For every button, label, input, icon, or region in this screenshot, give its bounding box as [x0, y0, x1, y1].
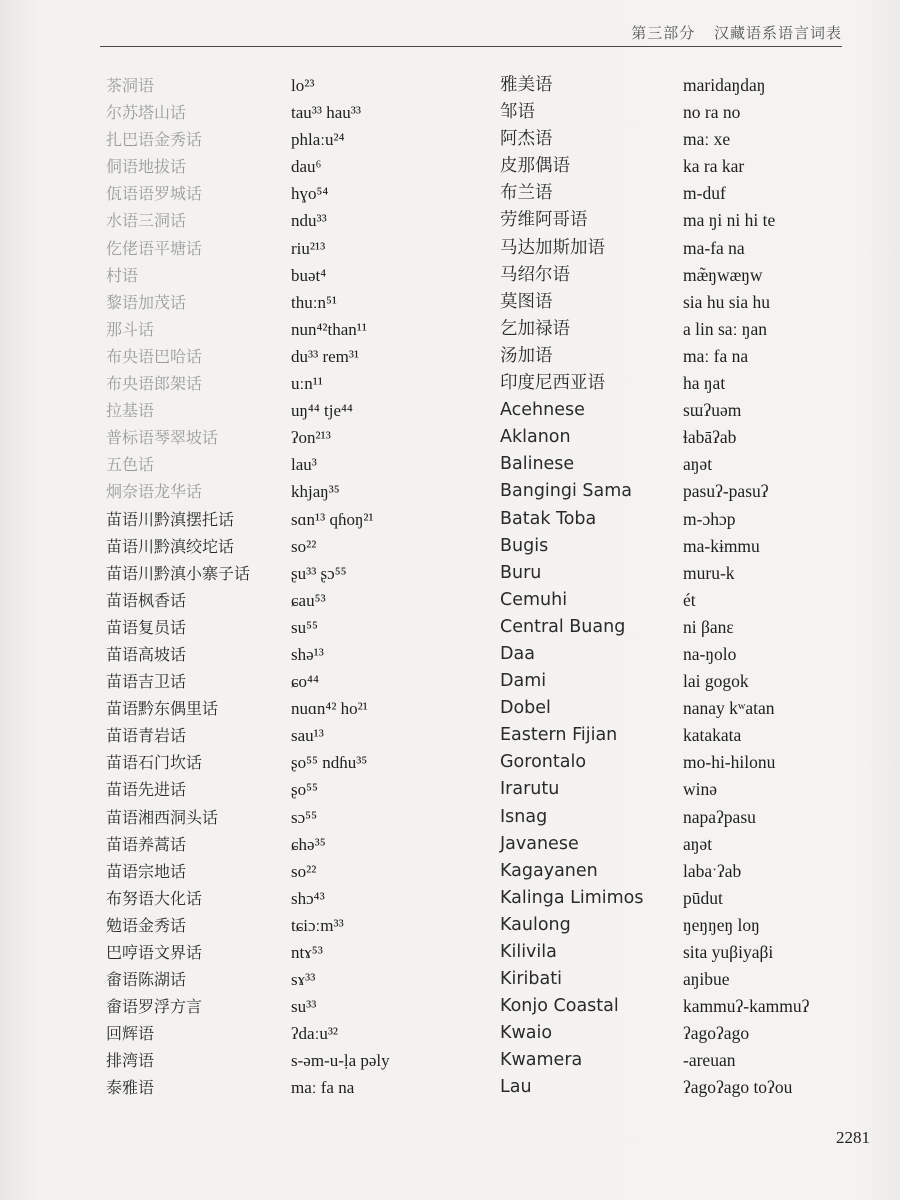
language-name: Kwaio — [500, 1023, 553, 1044]
word-form: sita yuβiyaβi — [683, 942, 774, 962]
language-name: Isnag — [500, 806, 548, 827]
word-form: uːn¹¹ — [291, 374, 323, 394]
language-name: 苗语枫香话 — [106, 590, 187, 610]
language-name: 苗语青岩话 — [106, 726, 187, 746]
word-form: su⁵⁵ — [291, 617, 318, 637]
word-form: ha ŋat — [683, 373, 726, 394]
language-name: 苗语黔东偶里话 — [106, 699, 219, 719]
word-form: winə — [683, 779, 718, 800]
word-form: pasuʔ-pasuʔ — [683, 481, 769, 502]
word-form: ʂu³³ ʂɔ⁵⁵ — [291, 563, 347, 583]
language-name: 勉语金秀话 — [106, 915, 187, 935]
word-form: ʔon²¹³ — [291, 428, 331, 448]
word-form: no ra no — [683, 102, 741, 123]
word-form: aŋət — [683, 833, 713, 854]
language-name: Balinese — [500, 454, 575, 475]
right-word-column — [683, 72, 883, 1102]
language-name: 马达加斯加语 — [500, 237, 605, 258]
language-name: 布央语郎架话 — [106, 374, 203, 394]
language-name: 拉基语 — [106, 401, 155, 421]
word-form: so²² — [291, 861, 317, 881]
language-name: Lau — [500, 1077, 532, 1098]
word-form: ni βanɛ — [683, 616, 734, 637]
language-name: Cemuhi — [500, 589, 568, 610]
word-form: nun⁴²than¹¹ — [291, 319, 367, 339]
word-form: ma-fa na — [683, 237, 745, 258]
word-form: maː xe — [683, 129, 731, 150]
left-word-column — [291, 72, 491, 1102]
word-form: tɕiɔːm³³ — [291, 915, 344, 935]
language-name: Daa — [500, 643, 535, 664]
word-form: ʂo⁵⁵ ndɦu³⁵ — [291, 753, 368, 773]
language-name: 炯奈语龙华话 — [106, 482, 203, 502]
word-form: ɕhə³⁵ — [291, 834, 326, 854]
language-name: 邹语 — [500, 102, 535, 123]
language-name: 泰雅语 — [106, 1078, 155, 1098]
word-form: maː fa na — [683, 345, 749, 366]
word-form: du³³ rem³¹ — [291, 346, 360, 366]
language-name: 仡佬语平塘话 — [106, 238, 203, 258]
language-name: 苗语石门坎话 — [106, 753, 203, 773]
language-name: 苗语先进话 — [106, 780, 187, 800]
language-name: Buru — [500, 562, 542, 583]
word-form: uŋ⁴⁴ tje⁴⁴ — [291, 401, 353, 421]
word-form: khjaŋ³⁵ — [291, 482, 340, 502]
language-name: 马绍尔语 — [500, 264, 570, 285]
word-form: ka ra kar — [683, 156, 745, 177]
language-name: 侗语地拔话 — [106, 157, 187, 177]
word-form: ʂo⁵⁵ — [291, 780, 318, 800]
word-form: ntɤ⁵³ — [291, 943, 323, 962]
word-form: buət⁴ — [291, 265, 327, 285]
language-name: 苗语养蒿话 — [106, 834, 187, 854]
section-title: 汉藏语系语言词表 — [713, 26, 842, 42]
language-name: 皮那偶语 — [500, 156, 570, 177]
language-name: 苗语川黔滇小寨子话 — [106, 563, 251, 583]
language-name: Bangingi Sama — [500, 481, 633, 502]
word-form: so²² — [291, 536, 317, 556]
word-form: m-duf — [683, 183, 726, 204]
language-name: 汤加语 — [500, 345, 553, 366]
right-language-column — [500, 72, 670, 1102]
language-name: 布兰语 — [500, 183, 553, 204]
word-form: ndu³³ — [291, 211, 327, 231]
language-name: 劳维阿哥语 — [500, 210, 588, 231]
word-form: ɬabāʔab — [683, 427, 737, 448]
word-form: a lin saː ŋan — [683, 318, 767, 339]
word-form: ʔagoʔago — [683, 1023, 750, 1044]
language-name: Bugis — [500, 535, 549, 556]
language-name: 普标语琴翠坡话 — [106, 428, 219, 448]
header-rule — [100, 46, 842, 47]
word-form: labaˑʔab — [683, 860, 742, 881]
word-form: ʔagoʔago toʔou — [683, 1077, 793, 1098]
language-name: Kilivila — [500, 942, 557, 962]
language-name: 苗语川黔滇摆托话 — [106, 509, 235, 529]
word-form: aŋibue — [683, 969, 730, 990]
language-name: 印度尼西亚语 — [500, 373, 605, 394]
language-name: Irarutu — [500, 779, 560, 800]
word-form: riu²¹³ — [291, 238, 326, 258]
language-name: Batak Toba — [500, 508, 597, 529]
language-name: 畲语陈湖话 — [106, 970, 187, 990]
word-form: ma-kɨmmu — [683, 535, 760, 556]
word-form: ʔdaːu³² — [291, 1024, 339, 1044]
language-name: 苗语宗地话 — [106, 861, 187, 881]
word-form: phlaːu²⁴ — [291, 130, 345, 150]
language-name: Kalinga Limimos — [500, 887, 644, 908]
language-name: Javanese — [500, 833, 579, 854]
part-label: 第三部分 — [631, 26, 696, 42]
language-name: Kwamera — [500, 1050, 583, 1071]
language-name: 水语三洞话 — [106, 211, 187, 231]
language-name: 五色话 — [106, 455, 155, 475]
language-name: 黎语加茂话 — [106, 292, 187, 312]
left-language-column — [106, 72, 286, 1102]
word-form: s-əm-u-ḷa pəly — [291, 1051, 390, 1071]
word-form: ŋeŋŋeŋ loŋ — [683, 914, 760, 935]
language-name: 布努语大化话 — [106, 888, 203, 908]
language-name: 畲语罗浮方言 — [106, 997, 203, 1017]
word-form: sɑn¹³ qɦoŋ²¹ — [291, 509, 374, 529]
word-form: aŋət — [683, 454, 713, 475]
word-form: m-ɔhɔp — [683, 508, 736, 529]
word-form: sɤ³³ — [291, 970, 316, 990]
language-name: 雅美语 — [500, 75, 553, 95]
language-name: Eastern Fijian — [500, 725, 618, 746]
word-form: sɔ⁵⁵ — [291, 807, 318, 827]
language-name: 佤语语罗城话 — [106, 184, 203, 204]
word-form: hɣo⁵⁴ — [291, 184, 329, 204]
language-name: Aklanon — [500, 427, 571, 448]
word-form: nuɑn⁴² ho²¹ — [291, 699, 368, 719]
word-form: -areuan — [683, 1050, 736, 1071]
language-name: Gorontalo — [500, 752, 587, 773]
language-name: 苗语川黔滇绞坨话 — [106, 536, 235, 556]
language-name: Central Buang — [500, 616, 626, 637]
word-form: maː fa na — [291, 1078, 355, 1098]
word-form: ɕau⁵³ — [291, 590, 326, 610]
word-form: sia hu sia hu — [683, 291, 771, 312]
word-form: lai gogok — [683, 671, 749, 692]
word-form: sau¹³ — [291, 726, 324, 746]
language-name: 巴哼语文界话 — [106, 943, 203, 962]
word-form: na-ŋolo — [683, 643, 737, 664]
word-form: ét — [683, 589, 696, 610]
language-name: 乞加禄语 — [500, 318, 570, 339]
word-form: napaʔpasu — [683, 806, 756, 827]
language-name: Dobel — [500, 698, 551, 719]
word-form: pūdut — [683, 887, 723, 908]
word-form: muru-k — [683, 562, 735, 583]
language-name: 排湾语 — [106, 1051, 155, 1071]
language-name: 回辉语 — [106, 1024, 155, 1044]
word-form: mæ̃ŋwæŋw — [683, 264, 763, 285]
word-form: tau³³ hau³³ — [291, 103, 361, 123]
running-head — [617, 22, 842, 43]
word-form: lo²³ — [291, 76, 315, 95]
language-name: 茶洞语 — [106, 76, 155, 95]
language-name: 苗语湘西洞头话 — [106, 807, 219, 827]
language-name: Kagayanen — [500, 860, 598, 881]
language-name: 扎巴语金秀话 — [106, 130, 203, 150]
language-name: 阿杰语 — [500, 129, 553, 150]
word-form: ma ŋi ni hi te — [683, 210, 776, 231]
word-form: katakata — [683, 725, 742, 746]
word-form: su³³ — [291, 997, 317, 1017]
language-name: 尔苏塔山话 — [106, 103, 187, 123]
word-form: maridaŋdaŋ — [683, 75, 766, 95]
word-form: shə¹³ — [291, 644, 324, 664]
page-number: 2281 — [836, 1128, 870, 1147]
word-form: sɯʔuəm — [683, 400, 742, 421]
language-name: 苗语复员话 — [106, 617, 187, 637]
language-name: Kiribati — [500, 969, 562, 990]
word-form: lau³ — [291, 455, 317, 475]
word-form: ɕo⁴⁴ — [291, 672, 319, 692]
language-name: Acehnese — [500, 400, 585, 421]
language-name: Dami — [500, 671, 547, 692]
word-form: thuːn⁵¹ — [291, 292, 337, 312]
language-name: 村语 — [106, 265, 139, 285]
language-name: Kaulong — [500, 914, 571, 935]
word-form: mo-hi-hilonu — [683, 752, 776, 773]
word-form: shɔ⁴³ — [291, 888, 325, 908]
language-name: 莫图语 — [500, 291, 553, 312]
word-form: nanay kʷatan — [683, 698, 775, 719]
language-name: 苗语吉卫话 — [106, 672, 187, 692]
language-name: 苗语高坡话 — [106, 644, 187, 664]
word-form: dau⁶ — [291, 157, 322, 177]
language-name: 那斗话 — [106, 319, 155, 339]
language-name: 布央语巴哈话 — [106, 346, 203, 366]
language-name: Konjo Coastal — [500, 996, 619, 1017]
word-form: kammuʔ-kammuʔ — [683, 996, 810, 1017]
